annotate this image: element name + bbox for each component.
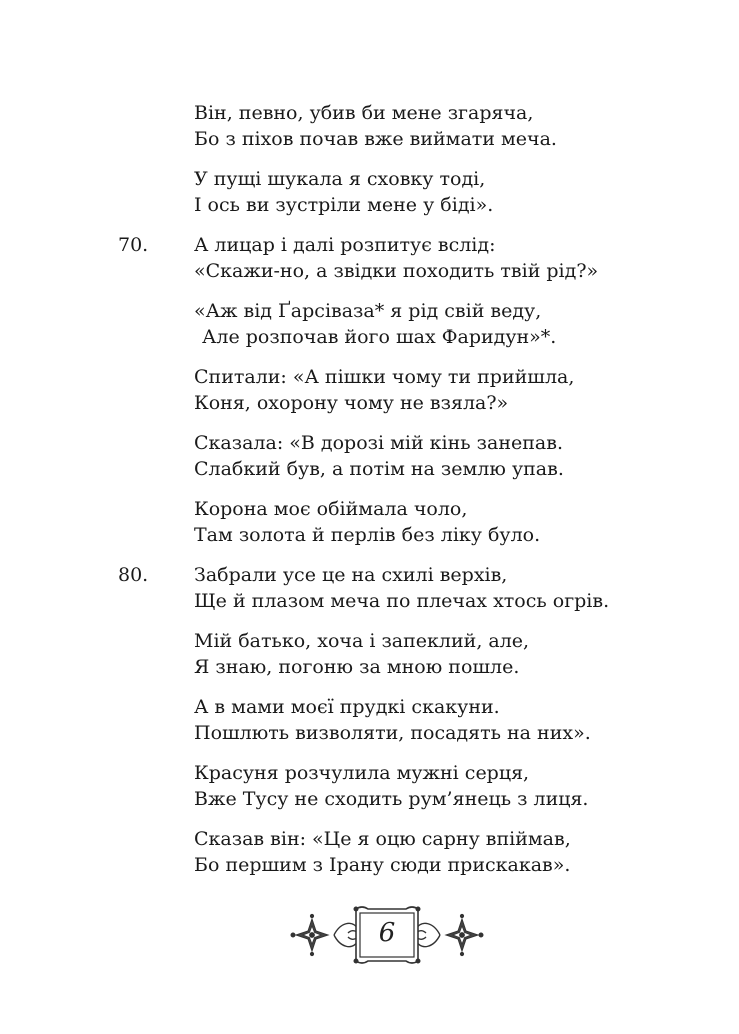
verse-line: Слабкий був, а потім на землю упав. (194, 458, 564, 480)
page-number: 6 (378, 918, 396, 948)
verse-number: 70. (118, 234, 149, 256)
verse-line-text: Забрали усе це на схилі верхів, (194, 564, 508, 586)
verse-line: Сказала: «В дорозі мій кінь занепав. (194, 432, 563, 454)
verse-line: Сказав він: «Це я оцю сарну впіймав, (194, 828, 571, 850)
verse-line: «Аж від Ґарсіваза* я рід свій веду, (194, 300, 542, 322)
stanza (0, 298, 739, 350)
stanza (0, 496, 739, 548)
stanza (0, 430, 739, 482)
poem-text (0, 100, 739, 892)
verse-line: Спитали: «А пішки чому ти прийшла, (194, 366, 575, 388)
stanza (0, 166, 739, 218)
right-star-ornament-icon (446, 914, 483, 955)
verse-line: А в мами моєї прудкі скакуни. (194, 696, 500, 718)
verse-line: Бо першим з Ірану сюди прискакав». (194, 854, 571, 876)
verse-number: 80. (118, 564, 149, 586)
verse-line (0, 232, 739, 258)
verse-line: Пошлють визволяти, посадять на них». (194, 722, 591, 744)
verse-line: Ще й плазом меча по плечах хтось огрів. (194, 590, 610, 612)
verse-line: Він, певно, убив би мене згаряча, (194, 102, 534, 124)
verse-line: Красуня розчулила мужні серця, (194, 762, 530, 784)
verse-line: Я знаю, погоню за мною пошле. (194, 656, 520, 678)
stanza (0, 562, 739, 614)
verse-line: Там золота й перлів без ліку було. (194, 524, 541, 546)
verse-line: Коня, охорону чому не взяла?» (194, 392, 509, 414)
verse-line: Вже Тусу не сходить рум’янець з лиця. (194, 788, 589, 810)
verse-line-text: А лицар і далі розпитує вслід: (194, 234, 496, 256)
stanza (0, 232, 739, 284)
verse-line: «Скажи-но, а звідки походить твій рід?» (194, 260, 599, 282)
verse-line: І ось ви зустріли мене у біді». (194, 194, 494, 216)
stanza (0, 100, 739, 152)
stanza (0, 826, 739, 878)
stanza (0, 364, 739, 416)
verse-line: Але розпочав його шах Фаридун»*. (202, 326, 557, 348)
stanza (0, 628, 739, 680)
stanza (0, 760, 739, 812)
verse-line: Корона моє обіймала чоло, (194, 498, 468, 520)
verse-line (0, 562, 739, 588)
verse-line: У пущі шукала я сховку тоді, (194, 168, 486, 190)
left-star-ornament-icon (291, 914, 328, 955)
verse-line: Бо з піхов почав вже виймати меча. (194, 128, 557, 150)
verse-line: Мій батько, хоча і запеклий, але, (194, 630, 530, 652)
stanza (0, 694, 739, 746)
